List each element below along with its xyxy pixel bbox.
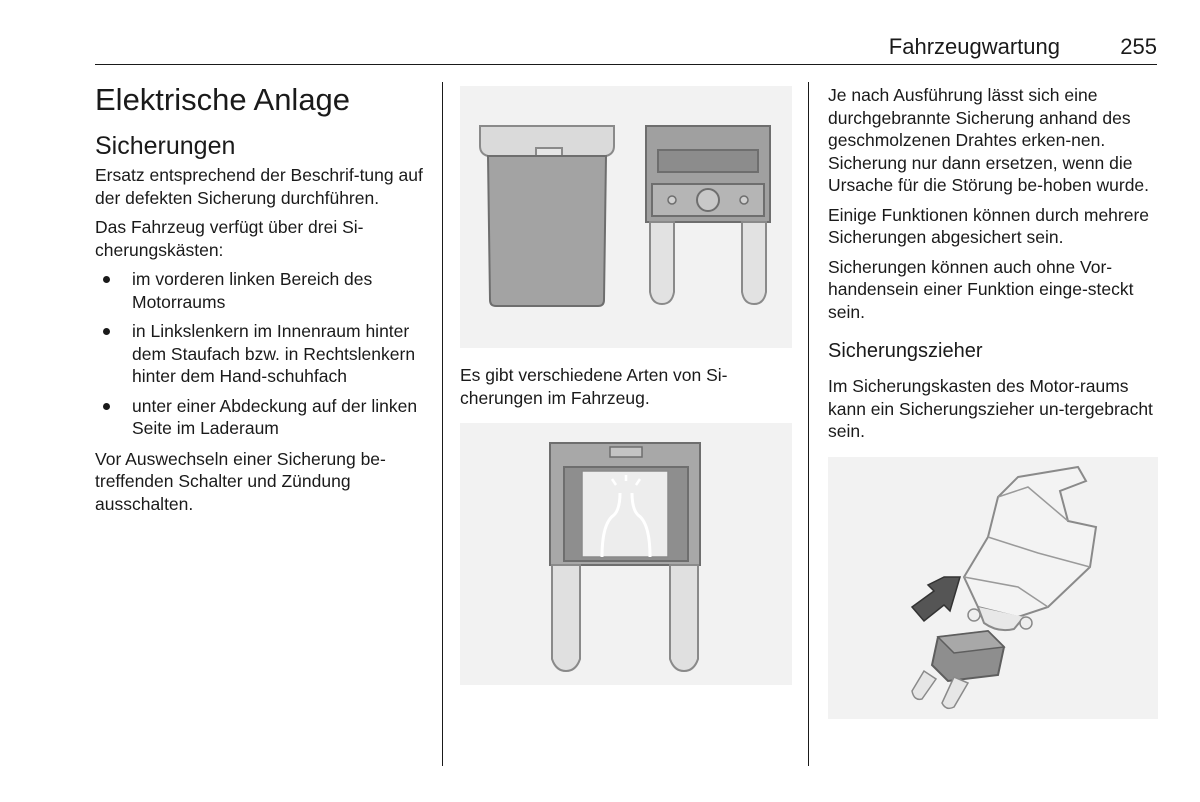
column-right [828, 84, 1158, 719]
blade-fuse-image [550, 443, 700, 671]
list-item: unter einer Abdeckung auf der linken Seite im Laderaum [95, 395, 425, 440]
figure-caption: Es gibt verschiedene Arten von Si-cherungen im Fahrzeug. [460, 365, 728, 408]
paragraph: Das Fahrzeug verfügt über drei Si-cherungskästen: [95, 217, 364, 260]
page-number: 255 [1120, 34, 1157, 59]
header-rule [95, 64, 1157, 65]
column-divider-right [808, 82, 809, 766]
fuse-types-illustration [460, 86, 792, 348]
list-item: im vorderen linken Bereich des Motorraums [95, 268, 425, 313]
section-heading: Sicherungen [95, 132, 236, 160]
column-divider-left [442, 82, 443, 766]
paragraph: Je nach Ausführung lässt sich eine durchgebrannte Sicherung anhand des geschmolzenen Drahtes erken-nen. Sicherung nur dann ersetzen, wenn die Ursache für die Störung be-hoben wurde. [828, 85, 1150, 195]
list-item: in Linkslenkern im Innenraum hinter dem Staufach bzw. in Rechtslenkern hinter dem Hand-schuhfach [95, 320, 425, 388]
paragraph: Sicherungen können auch ohne Vor-handensein einer Funktion einge-steckt sein. [828, 256, 1134, 322]
removed-fuse-image [912, 631, 1004, 708]
column-middle [460, 86, 792, 685]
mini-fuse-front-image [646, 126, 770, 304]
arrow-icon [912, 577, 960, 621]
mini-fuse-side-image [480, 126, 614, 306]
paragraph: Ersatz entsprechend der Beschrif-tung auf der defekten Sicherung durchführen. [95, 165, 423, 208]
bullet-list [95, 268, 425, 440]
paragraph: Vor Auswechseln einer Sicherung be-treffenden Schalter und Zündung ausschalten. [95, 448, 386, 514]
subsection-heading: Sicherungszieher [828, 340, 983, 362]
section-title: Fahrzeugwartung [888, 34, 1060, 59]
fuse-puller-illustration [828, 457, 1158, 719]
column-left [95, 80, 425, 522]
chapter-title: Elektrische Anlage [95, 82, 351, 117]
paragraph: Einige Funktionen können durch mehrere Sicherungen abgesichert sein. [828, 204, 1150, 247]
fuse-puller-image [964, 467, 1096, 630]
paragraph: Im Sicherungskasten des Motor-raums kann ein Sicherungszieher un-tergebracht sein. [828, 376, 1153, 441]
fuse-blown-illustration [460, 423, 792, 685]
